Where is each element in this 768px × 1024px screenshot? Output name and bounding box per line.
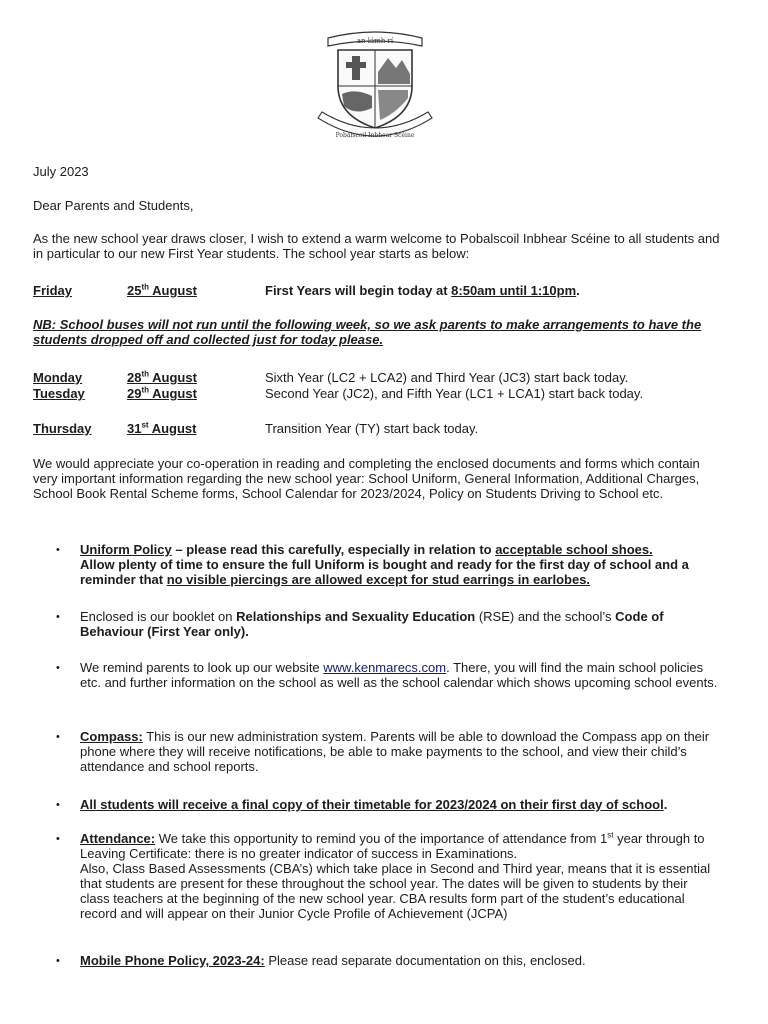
bullet-icon: • [56,544,60,556]
cooperation-paragraph: We would appreciate your co-operation in reading and completing the enclosed documents and forms which contain very important information regarding the new school year: School Uniform, General Information, Additional Charges, School Book Rental Scheme forms, School Calendar for 2023/2024, Policy on Students Driving to School etc. [33,456,700,501]
schedule-day: Monday [33,370,83,385]
salutation: Dear Parents and Students, [33,198,194,213]
bullet-attendance: Attendance: We take this opportunity to remind you of the importance of attendance from 1st year through to Leaving Certificate: there is no greater indicator of success in Examinations. Also, Class Based Assessments (CBA’s) which take place in Second and Third year, means that it is essential that students are present for these throughout the school year. The dates will be given to students by their class teachers at the beginning of the new school year. CBA results form part of the student’s educational record and will appear on their Junior Cycle Profile of Achievement (JCPA) [80,830,711,921]
school-crest-logo [310,24,440,146]
nb-bus-notice: NB: School buses will not run until the following week, so we ask parents to make arrangements to have the students dropped off and collected just for today please. [33,317,702,347]
schedule-description: Sixth Year (LC2 + LCA2) and Third Year (JC3) start back today. [265,370,629,385]
bullet-uniform-policy: Uniform Policy – please read this carefully, especially in relation to acceptable school shoes. Allow plenty of time to ensure the full Uniform is bought and ready for the first day of school and a reminder that no visible piercings are allowed except for stud earrings in earlobes. [80,542,689,587]
bullet-icon: • [56,611,60,623]
schedule-day: Tuesday [33,386,85,401]
intro-paragraph: As the new school year draws closer, I wish to extend a warm welcome to Pobalscoil Inbhear Scéine to all students and in particular to our new First Year students. The school year starts as below: [33,231,720,261]
crest-motto-text: Pobalscoil Inbhear Scéine [335,132,415,139]
schedule-date: 29th August [127,385,197,401]
letter-date: July 2023 [33,164,89,179]
bullet-compass: Compass: This is our new administration system. Parents will be able to download the Compass app on their phone where they will receive notifications, be able to make payments to the school, and view their child’s attendance and school reports. [80,729,710,774]
bullet-mobile-phone-policy: Mobile Phone Policy, 2023-24: Please read separate documentation on this, enclosed. [80,953,586,968]
schedule-description: Second Year (JC2), and Fifth Year (LC1 + LCA1) start back today. [265,386,644,401]
schedule-day: Thursday [33,421,92,436]
bullet-icon: • [56,833,60,845]
schedule-description: Transition Year (TY) start back today. [265,421,479,436]
bullet-website: We remind parents to look up our website www.kenmarecs.com. There, you will find the main school policies etc. and further information on the school as well as the school calendar which shows upcoming school events. [80,660,718,690]
bullet-icon: • [56,955,60,967]
schedule-date: 28th August [127,369,197,385]
bullet-icon: • [56,799,60,811]
bullet-icon: • [56,662,60,674]
bullet-icon: • [56,731,60,743]
bullet-timetable: All students will receive a final copy of their timetable for 2023/2024 on their first day of school. [80,797,668,812]
crest-banner-text: an lámh rí [356,37,394,45]
schedule-date: 25th August [127,282,197,298]
schedule-day: Friday [33,283,73,298]
bullet-rse-booklet: Enclosed is our booklet on Relationships and Sexuality Education (RSE) and the school’s Code of Behaviour (First Year only). [80,609,664,639]
schedule-date: 31st August [127,420,197,436]
schedule-description: First Years will begin today at 8:50am until 1:10pm. [265,283,580,298]
website-link[interactable]: www.kenmarecs.com [323,660,447,675]
